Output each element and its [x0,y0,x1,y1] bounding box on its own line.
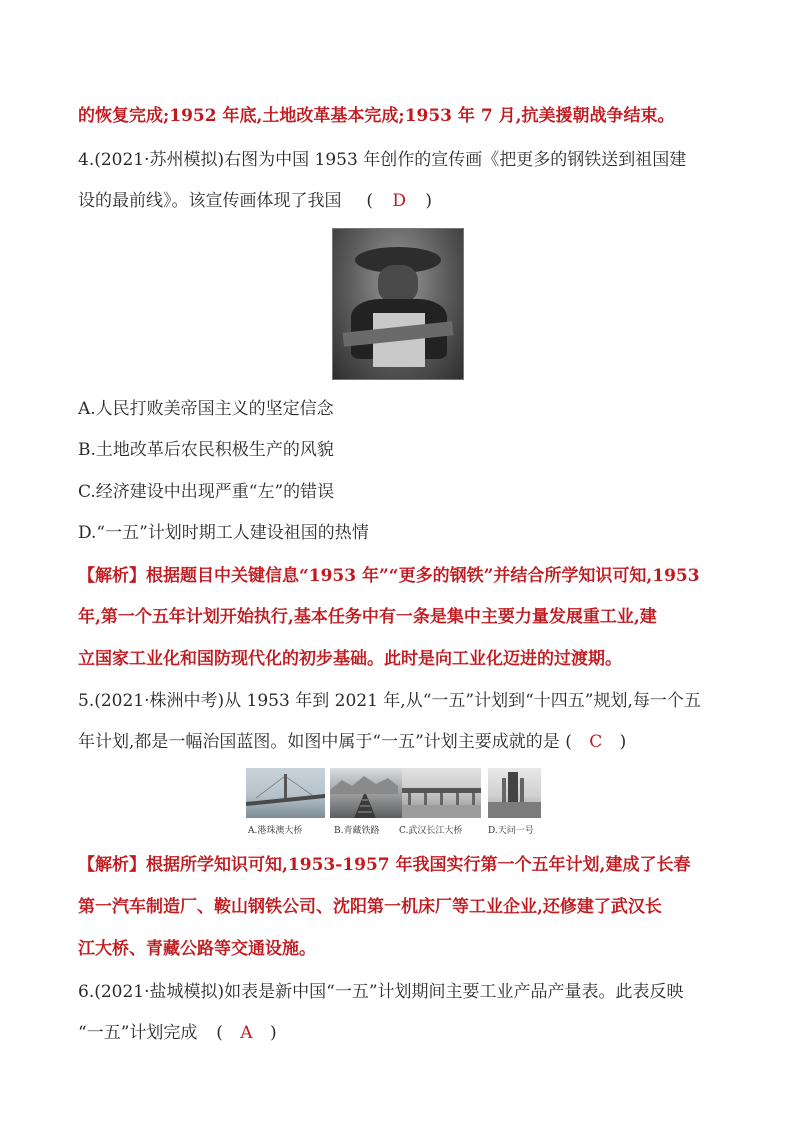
photo-wuhan-yangtze-bridge [402,768,481,818]
explanation-4-line-1: 【解析】根据题目中关键信息“1953 年”“更多的钢铁”并结合所学知识可知,1953 [78,566,700,586]
answer-paren-open: ( [216,1023,223,1043]
photo-hzmb-bridge [246,768,325,818]
question-4-line-2 [78,189,432,213]
explanation-tail-line: 的恢复完成;1952 年底,土地改革基本完成;1953 年 7 月,抗美援朝战争结束。 [78,106,675,126]
question-5-answer: C [589,732,603,752]
caption-b: B.青藏铁路 [334,826,380,836]
option-d: D.“一五”计划时期工人建设祖国的热情 [78,523,369,543]
question-4-line-1: 4.(2021·苏州模拟)右图为中国 1953 年创作的宣传画《把更多的钢铁送到祖国建 [78,150,687,170]
question-6-line-2 [78,1021,277,1045]
explanation-5-line-3: 江大桥、青藏公路等交通设施。 [78,939,316,959]
explanation-4-line-2: 年,第一个五年计划开始执行,基本任务中有一条是集中主要力量发展重工业,建 [78,607,657,627]
answer-paren-open: ( [366,191,373,211]
answer-paren-close: ) [619,732,627,752]
photo-tianwen-1 [488,768,541,818]
caption-d: D.天问一号 [488,826,534,836]
caption-c: C.武汉长江大桥 [399,826,463,836]
caption-a: A.港珠澳大桥 [248,826,303,836]
explanation-5-line-2: 第一汽车制造厂、鞍山钢铁公司、沈阳第一机床厂等工业企业,还修建了武汉长 [78,897,662,917]
question-6-answer: A [240,1023,253,1043]
answer-paren-close: ) [425,191,433,211]
explanation-4-line-3: 立国家工业化和国防现代化的初步基础。此时是向工业化迈进的过渡期。 [78,649,622,669]
option-c: C.经济建设中出现严重“左”的错误 [78,482,335,502]
question-4-answer: D [392,191,406,211]
propaganda-poster-image [332,228,464,380]
question-6-line-1: 6.(2021·盐城模拟)如表是新中国“一五”计划期间主要工业产品产量表。此表反映 [78,982,684,1002]
answer-paren-close: ) [269,1023,277,1043]
explanation-5-line-1: 【解析】根据所学知识可知,1953-1957 年我国实行第一个五年计划,建成了长春 [78,855,691,875]
question-6-text: “一五”计划完成 [78,1023,198,1043]
photo-qingzang-railway [330,768,409,818]
question-5-text: 年计划,都是一幅治国蓝图。如图中属于“一五”计划主要成就的是 ( [78,732,572,752]
question-5-line-2 [78,730,626,754]
option-b: B.土地改革后农民积极生产的风貌 [78,440,334,460]
question-4-text: 设的最前线》。该宣传画体现了我国 [78,191,342,211]
question-5-line-1: 5.(2021·株洲中考)从 1953 年到 2021 年,从“一五”计划到“十四五”规划,每一个五 [78,691,701,711]
option-a: A.人民打败美帝国主义的坚定信念 [78,399,334,419]
